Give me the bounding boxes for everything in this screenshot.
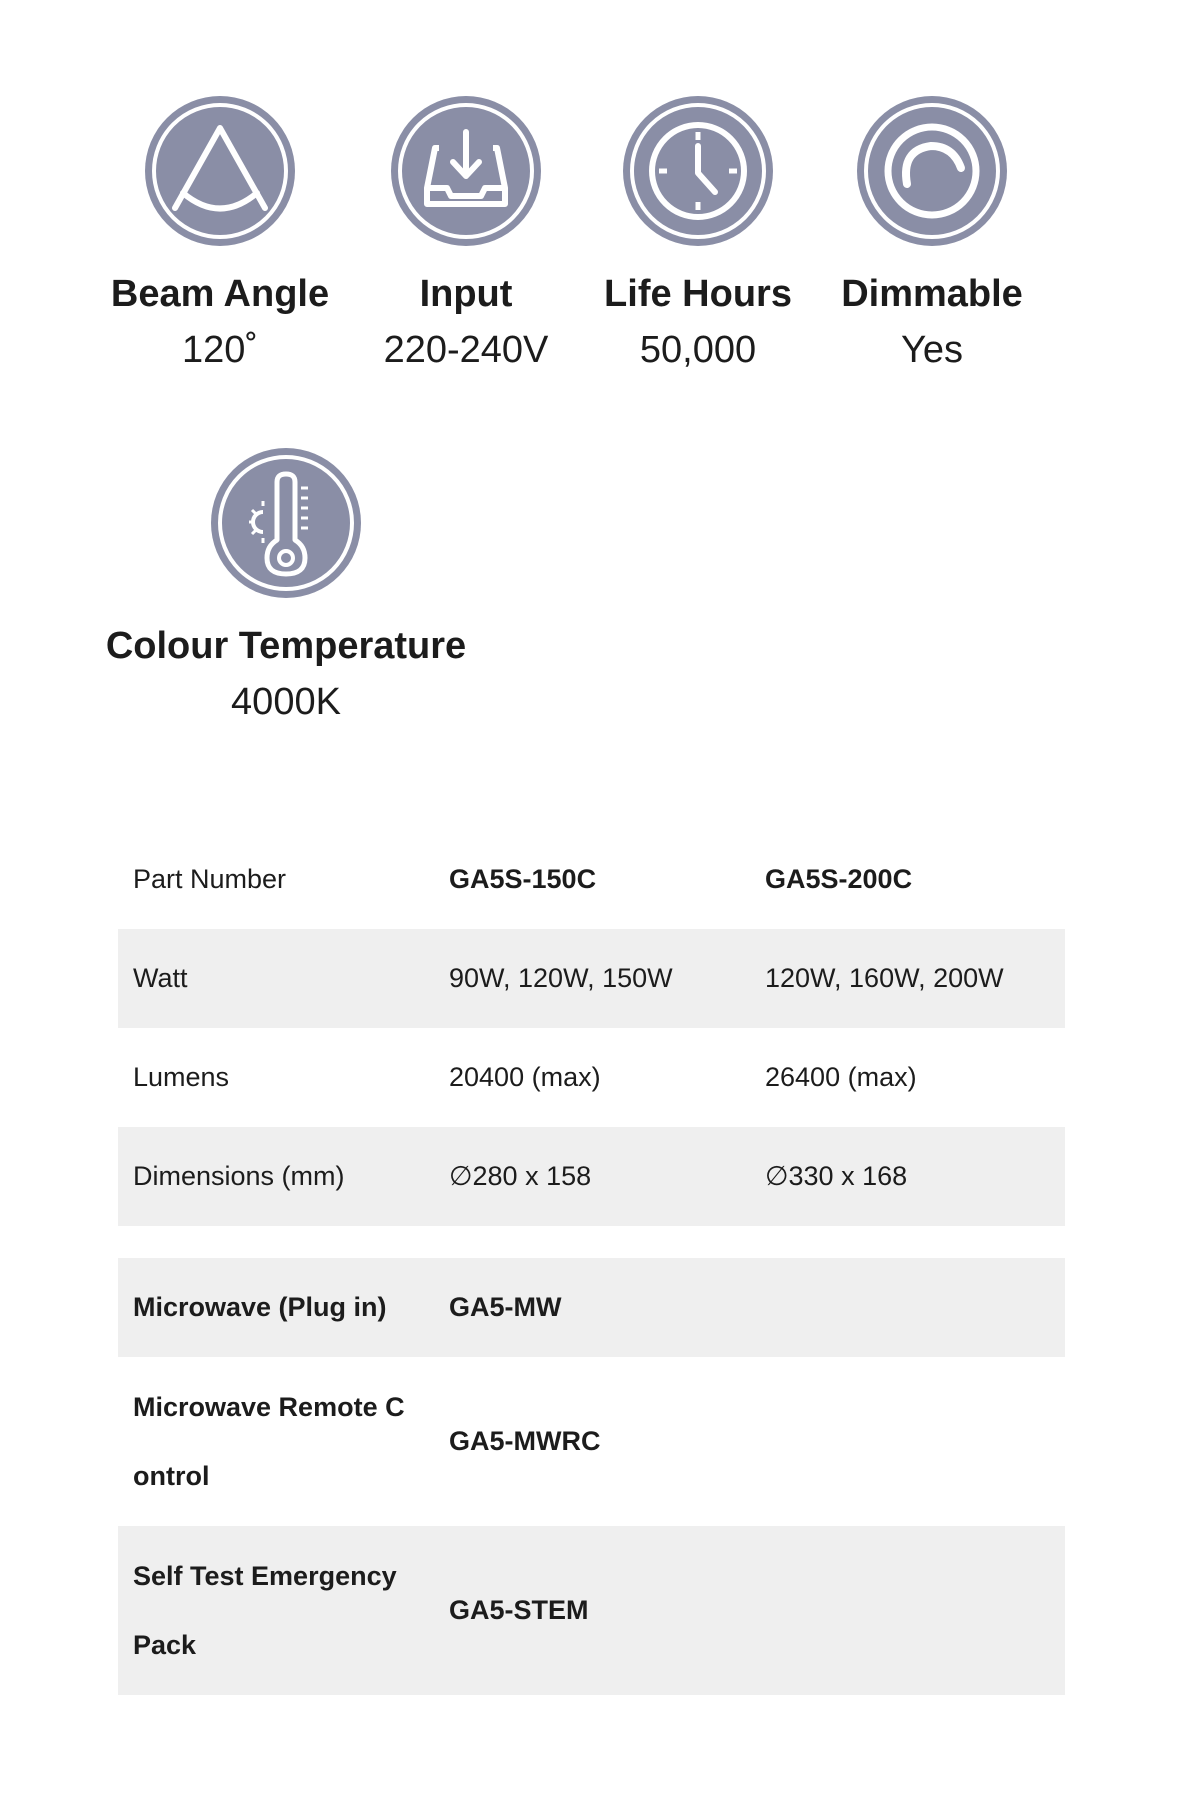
row-value: ∅280 x 158 <box>434 1127 750 1226</box>
row-label: Watt <box>118 929 434 1028</box>
feature-beam-angle <box>100 96 340 372</box>
feature-value: 120˚ <box>181 329 259 371</box>
dimmer-icon <box>857 96 1007 246</box>
part-number-200c: GA5S-200C <box>765 864 913 894</box>
feature-label: Dimmable <box>841 273 1023 315</box>
feature-life-hours <box>578 96 818 372</box>
feature-value: 50,000 <box>639 329 757 371</box>
row-value: 20400 (max) <box>449 1062 601 1092</box>
row-value: 26400 (max) <box>765 1062 917 1092</box>
header-label: Part Number <box>133 864 287 894</box>
table-row <box>118 1258 1065 1357</box>
accessory-name: Microwave (Plug in) <box>118 1258 434 1357</box>
beam-angle-icon <box>145 96 295 246</box>
specs-table <box>118 830 1065 1226</box>
feature-label: Beam Angle <box>110 273 330 315</box>
feature-dimmable <box>812 96 1052 372</box>
table-row <box>118 1357 1065 1526</box>
table-row <box>118 1127 1065 1226</box>
accessory-name: Self Test Emergency Pack <box>118 1526 434 1695</box>
feature-colour-temperature <box>96 448 476 724</box>
feature-value: 4000K <box>231 681 341 723</box>
row-value: ∅330 x 168 <box>750 1127 1065 1226</box>
row-value: 120W, 160W, 200W <box>750 929 1065 1028</box>
accessories-table <box>118 1258 1065 1695</box>
input-icon <box>391 96 541 246</box>
table-row <box>118 830 1065 929</box>
clock-icon <box>623 96 773 246</box>
feature-label: Life Hours <box>604 273 792 315</box>
empty-cell <box>750 1526 1065 1695</box>
table-row <box>118 1526 1065 1695</box>
row-label: Lumens <box>133 1062 230 1092</box>
feature-label: Input <box>419 273 513 315</box>
feature-value: Yes <box>901 329 963 371</box>
thermometer-icon <box>211 448 361 598</box>
table-row <box>118 929 1065 1028</box>
accessory-code: GA5-STEM <box>434 1526 750 1695</box>
empty-cell <box>750 1357 1065 1526</box>
feature-input <box>346 96 586 372</box>
part-number-150c: GA5S-150C <box>449 864 597 894</box>
accessory-code: GA5-MWRC <box>449 1426 601 1456</box>
feature-value: 220-240V <box>383 329 549 371</box>
row-label: Dimensions (mm) <box>118 1127 434 1226</box>
accessory-name: Microwave Remote Control <box>133 1391 405 1491</box>
accessory-code: GA5-MW <box>434 1258 750 1357</box>
table-row <box>118 1028 1065 1127</box>
empty-cell <box>750 1258 1065 1357</box>
feature-label: Colour Temperature <box>105 625 467 667</box>
row-value: 90W, 120W, 150W <box>434 929 750 1028</box>
